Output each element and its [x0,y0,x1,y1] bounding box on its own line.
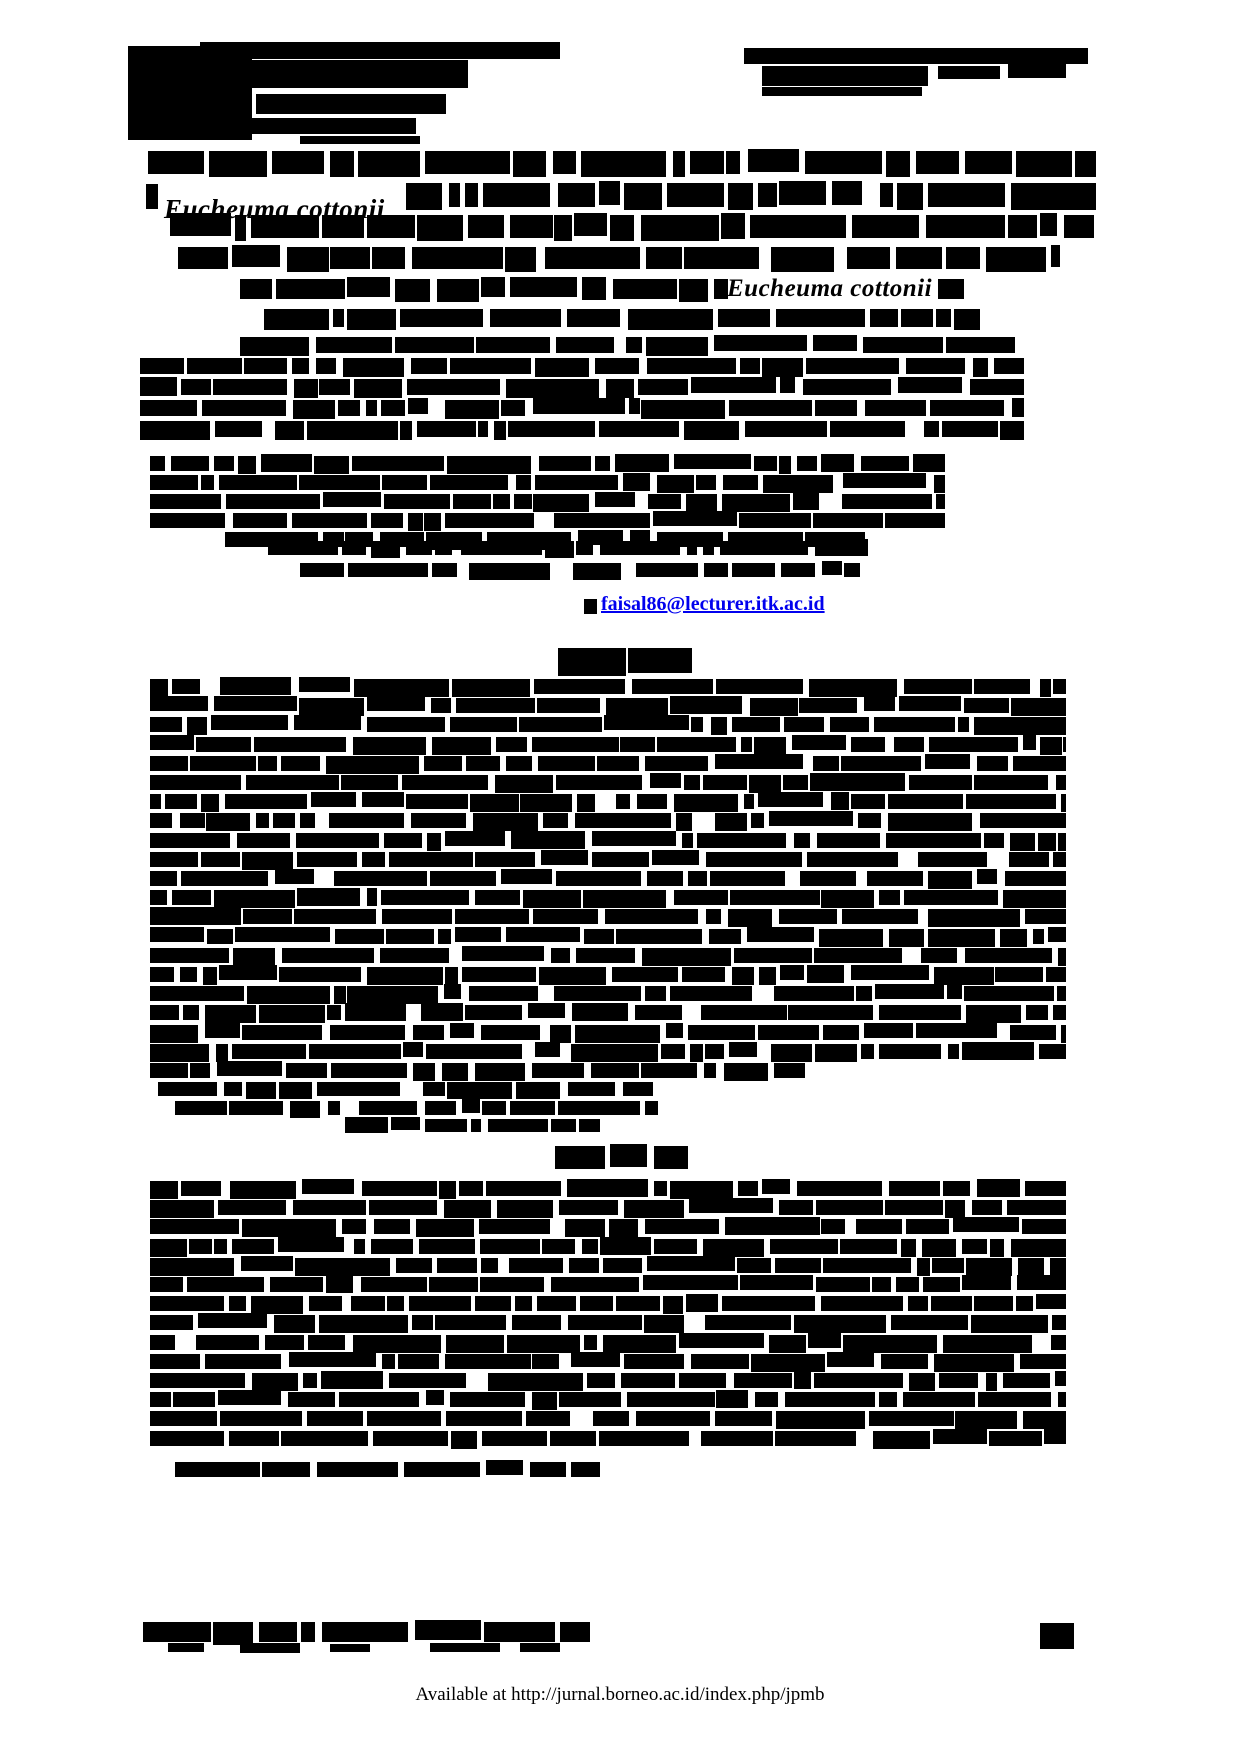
title-line-2-redacted [406,183,1096,207]
abstract-block [150,456,945,471]
body-section-1 [150,1005,1066,1020]
species-name-subtitle: Eucheuma cottonii [727,275,933,302]
body-section-2 [150,1258,1066,1273]
journal-logo-redacted [300,136,420,144]
affiliation-block [140,421,1024,437]
body-section-2 [150,1277,1066,1292]
email-prefix-mark [584,599,597,614]
body-section-2 [150,1239,1066,1254]
body-section-1-end [150,1063,805,1078]
title-line-4 [178,247,1060,269]
body-section-2 [150,1315,1066,1330]
footer-descender-mark [330,1644,370,1652]
abstract-block [150,513,945,528]
body-section-1 [150,794,1066,809]
body-section-1 [150,986,1066,1001]
body-section-1 [150,1025,1066,1040]
keywords-line [268,541,868,555]
footer-descender-mark [520,1643,560,1652]
body-section-1 [150,852,1066,867]
body-section-2 [150,1181,1066,1196]
body-section-2 [150,1219,1066,1234]
title-line-1 [148,151,1098,174]
body-section-1-end [345,1119,600,1132]
body-section-1 [150,948,1066,963]
section-heading-2 [555,1146,688,1169]
title-line-5-redacted [240,279,728,299]
body-section-2 [150,1411,1066,1426]
footer-journal-name-redacted [143,1622,590,1642]
body-section-1 [150,737,1066,752]
body-section-1 [150,698,1066,713]
journal-logo-redacted [166,118,416,134]
body-section-1 [150,756,1066,771]
body-section-2 [150,1373,1066,1388]
species-name-title: Eucheuma cottonii [164,194,385,224]
title-bracket-mark [938,279,964,299]
body-section-2 [150,1354,1066,1369]
body-section-2 [150,1335,1066,1350]
journal-logo-redacted [256,94,446,114]
body-section-1 [150,833,1066,848]
authors-line [264,309,980,327]
affiliation-block [140,400,1024,416]
body-section-1 [150,679,1066,694]
keywords-line [300,563,860,577]
body-section-1 [150,1044,1066,1059]
header-info-redacted [1008,63,1066,78]
header-info-redacted [762,66,928,86]
body-section-2-end [175,1462,600,1477]
body-section-2 [150,1200,1066,1215]
body-section-1-end [158,1082,653,1096]
abstract-block [150,494,945,509]
page-number-redacted [1040,1623,1074,1649]
affiliation-block [140,358,1024,374]
body-section-1 [150,929,1066,944]
body-section-1 [150,717,1066,732]
journal-logo-redacted [200,42,560,59]
body-section-2 [150,1431,1066,1446]
body-section-1 [150,967,1066,982]
body-section-1 [150,890,1066,905]
header-info-redacted [938,66,1000,79]
body-section-1 [150,871,1066,886]
footer-descender-mark [430,1643,500,1652]
body-section-1-end [175,1101,658,1115]
body-section-1 [150,813,1066,828]
journal-logo-redacted [252,60,468,88]
header-info-redacted [744,48,1088,64]
body-section-1 [150,775,1066,790]
body-section-1 [150,909,1066,924]
body-section-2 [150,1296,1066,1311]
footer-descender-mark [168,1643,204,1652]
body-section-2 [150,1392,1066,1407]
affiliation-block [140,379,1024,395]
section-heading-1 [558,648,692,673]
availability-footer-text: Available at http://jurnal.borneo.ac.id/index.php/jpmb [415,1684,825,1705]
header-info-redacted [762,87,922,96]
authors-line [240,337,1015,353]
title-bracket-mark [146,184,158,209]
abstract-block [150,475,945,490]
correspondence-email-link[interactable]: faisal86@lecturer.itk.ac.id [601,593,825,615]
